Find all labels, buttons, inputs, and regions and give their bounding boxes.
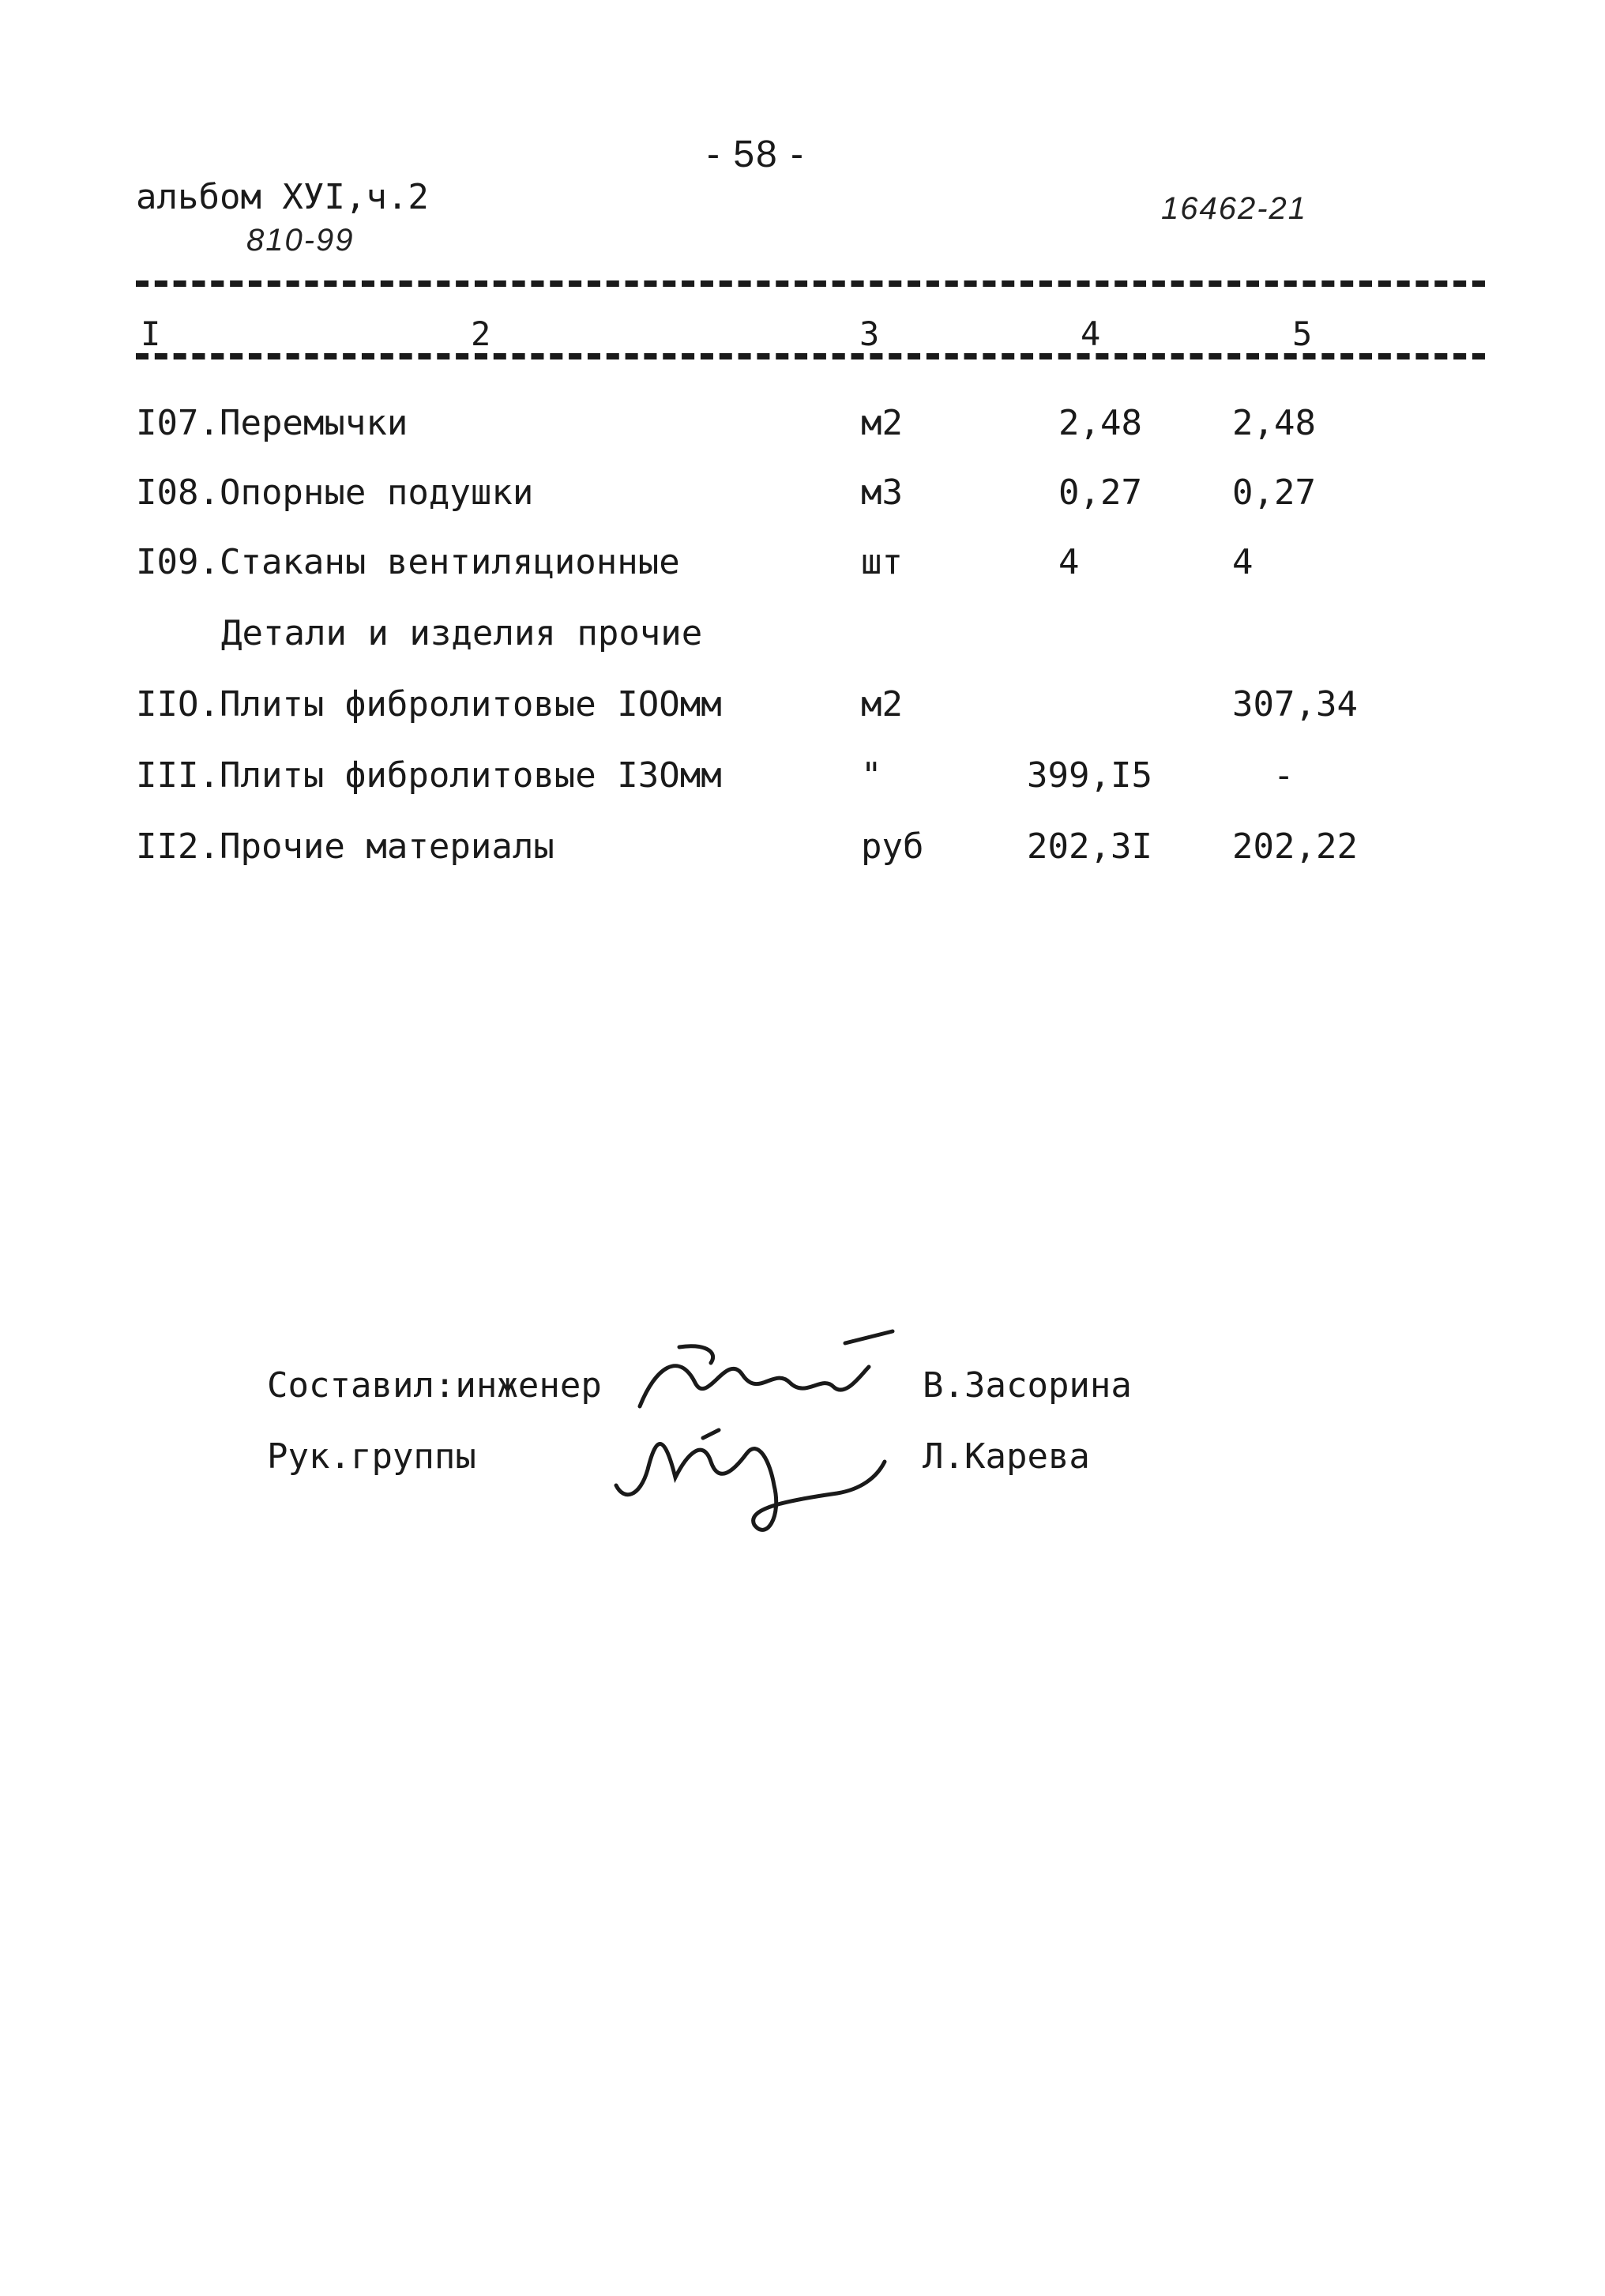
album-reference: альбом ХУI,ч.2	[136, 177, 429, 217]
table-row	[0, 472, 1605, 536]
row-unit: шт	[861, 542, 903, 582]
row-name: I08.Опорные подушки	[136, 472, 534, 513]
row-unit: м2	[861, 684, 903, 725]
page-number: - 58 -	[707, 134, 806, 175]
table-row	[0, 403, 1605, 466]
column-header-2: 2	[471, 314, 491, 353]
row-unit: м2	[861, 403, 903, 443]
row-value-5: 0,27	[1232, 472, 1316, 513]
table-row	[0, 826, 1605, 890]
header-dashed-rule	[136, 353, 1485, 359]
signature-role-compiler: Составил:инженер	[267, 1365, 602, 1406]
row-name: II2.Прочие материалы	[136, 826, 554, 867]
table-row	[0, 684, 1605, 747]
top-dashed-rule	[136, 280, 1485, 287]
row-value-5: 4	[1232, 542, 1254, 582]
row-value-5: 2,48	[1232, 403, 1316, 443]
row-value-5: 202,22	[1232, 826, 1358, 867]
section-title: Детали и изделия прочие	[221, 613, 703, 653]
column-header-3: 3	[859, 314, 880, 353]
row-unit: руб	[861, 826, 924, 867]
handwritten-code-left: 810-99	[246, 223, 355, 258]
row-value-5: -	[1273, 755, 1295, 796]
row-value-4: 2,48	[1058, 403, 1142, 443]
row-value-4: 4	[1058, 542, 1080, 582]
table-row	[0, 755, 1605, 819]
row-unit: м3	[861, 472, 903, 513]
row-name: I09.Стаканы вентиляционные	[136, 542, 680, 582]
signature-name-compiler: В.Засорина	[923, 1365, 1132, 1406]
row-value-5: 307,34	[1232, 684, 1358, 725]
row-value-4: 399,I5	[1027, 755, 1152, 796]
row-name: IIO.Плиты фибролитовые IOOмм	[136, 684, 722, 725]
handwritten-signature-2	[600, 1406, 900, 1549]
row-name: III.Плиты фибролитовые I3Oмм	[136, 755, 722, 796]
handwritten-code-right: 16462-21	[1161, 191, 1308, 226]
row-unit: "	[861, 755, 882, 796]
column-header-4: 4	[1081, 314, 1101, 353]
row-value-4: 202,3I	[1027, 826, 1152, 867]
signature-name-group-head: Л.Карева	[923, 1436, 1090, 1477]
signature-role-group-head: Рук.группы	[267, 1436, 476, 1477]
table-row	[0, 542, 1605, 605]
row-name: I07.Перемычки	[136, 403, 408, 443]
row-value-4: 0,27	[1058, 472, 1142, 513]
column-header-5: 5	[1292, 314, 1313, 353]
column-header-1: I	[141, 314, 161, 353]
